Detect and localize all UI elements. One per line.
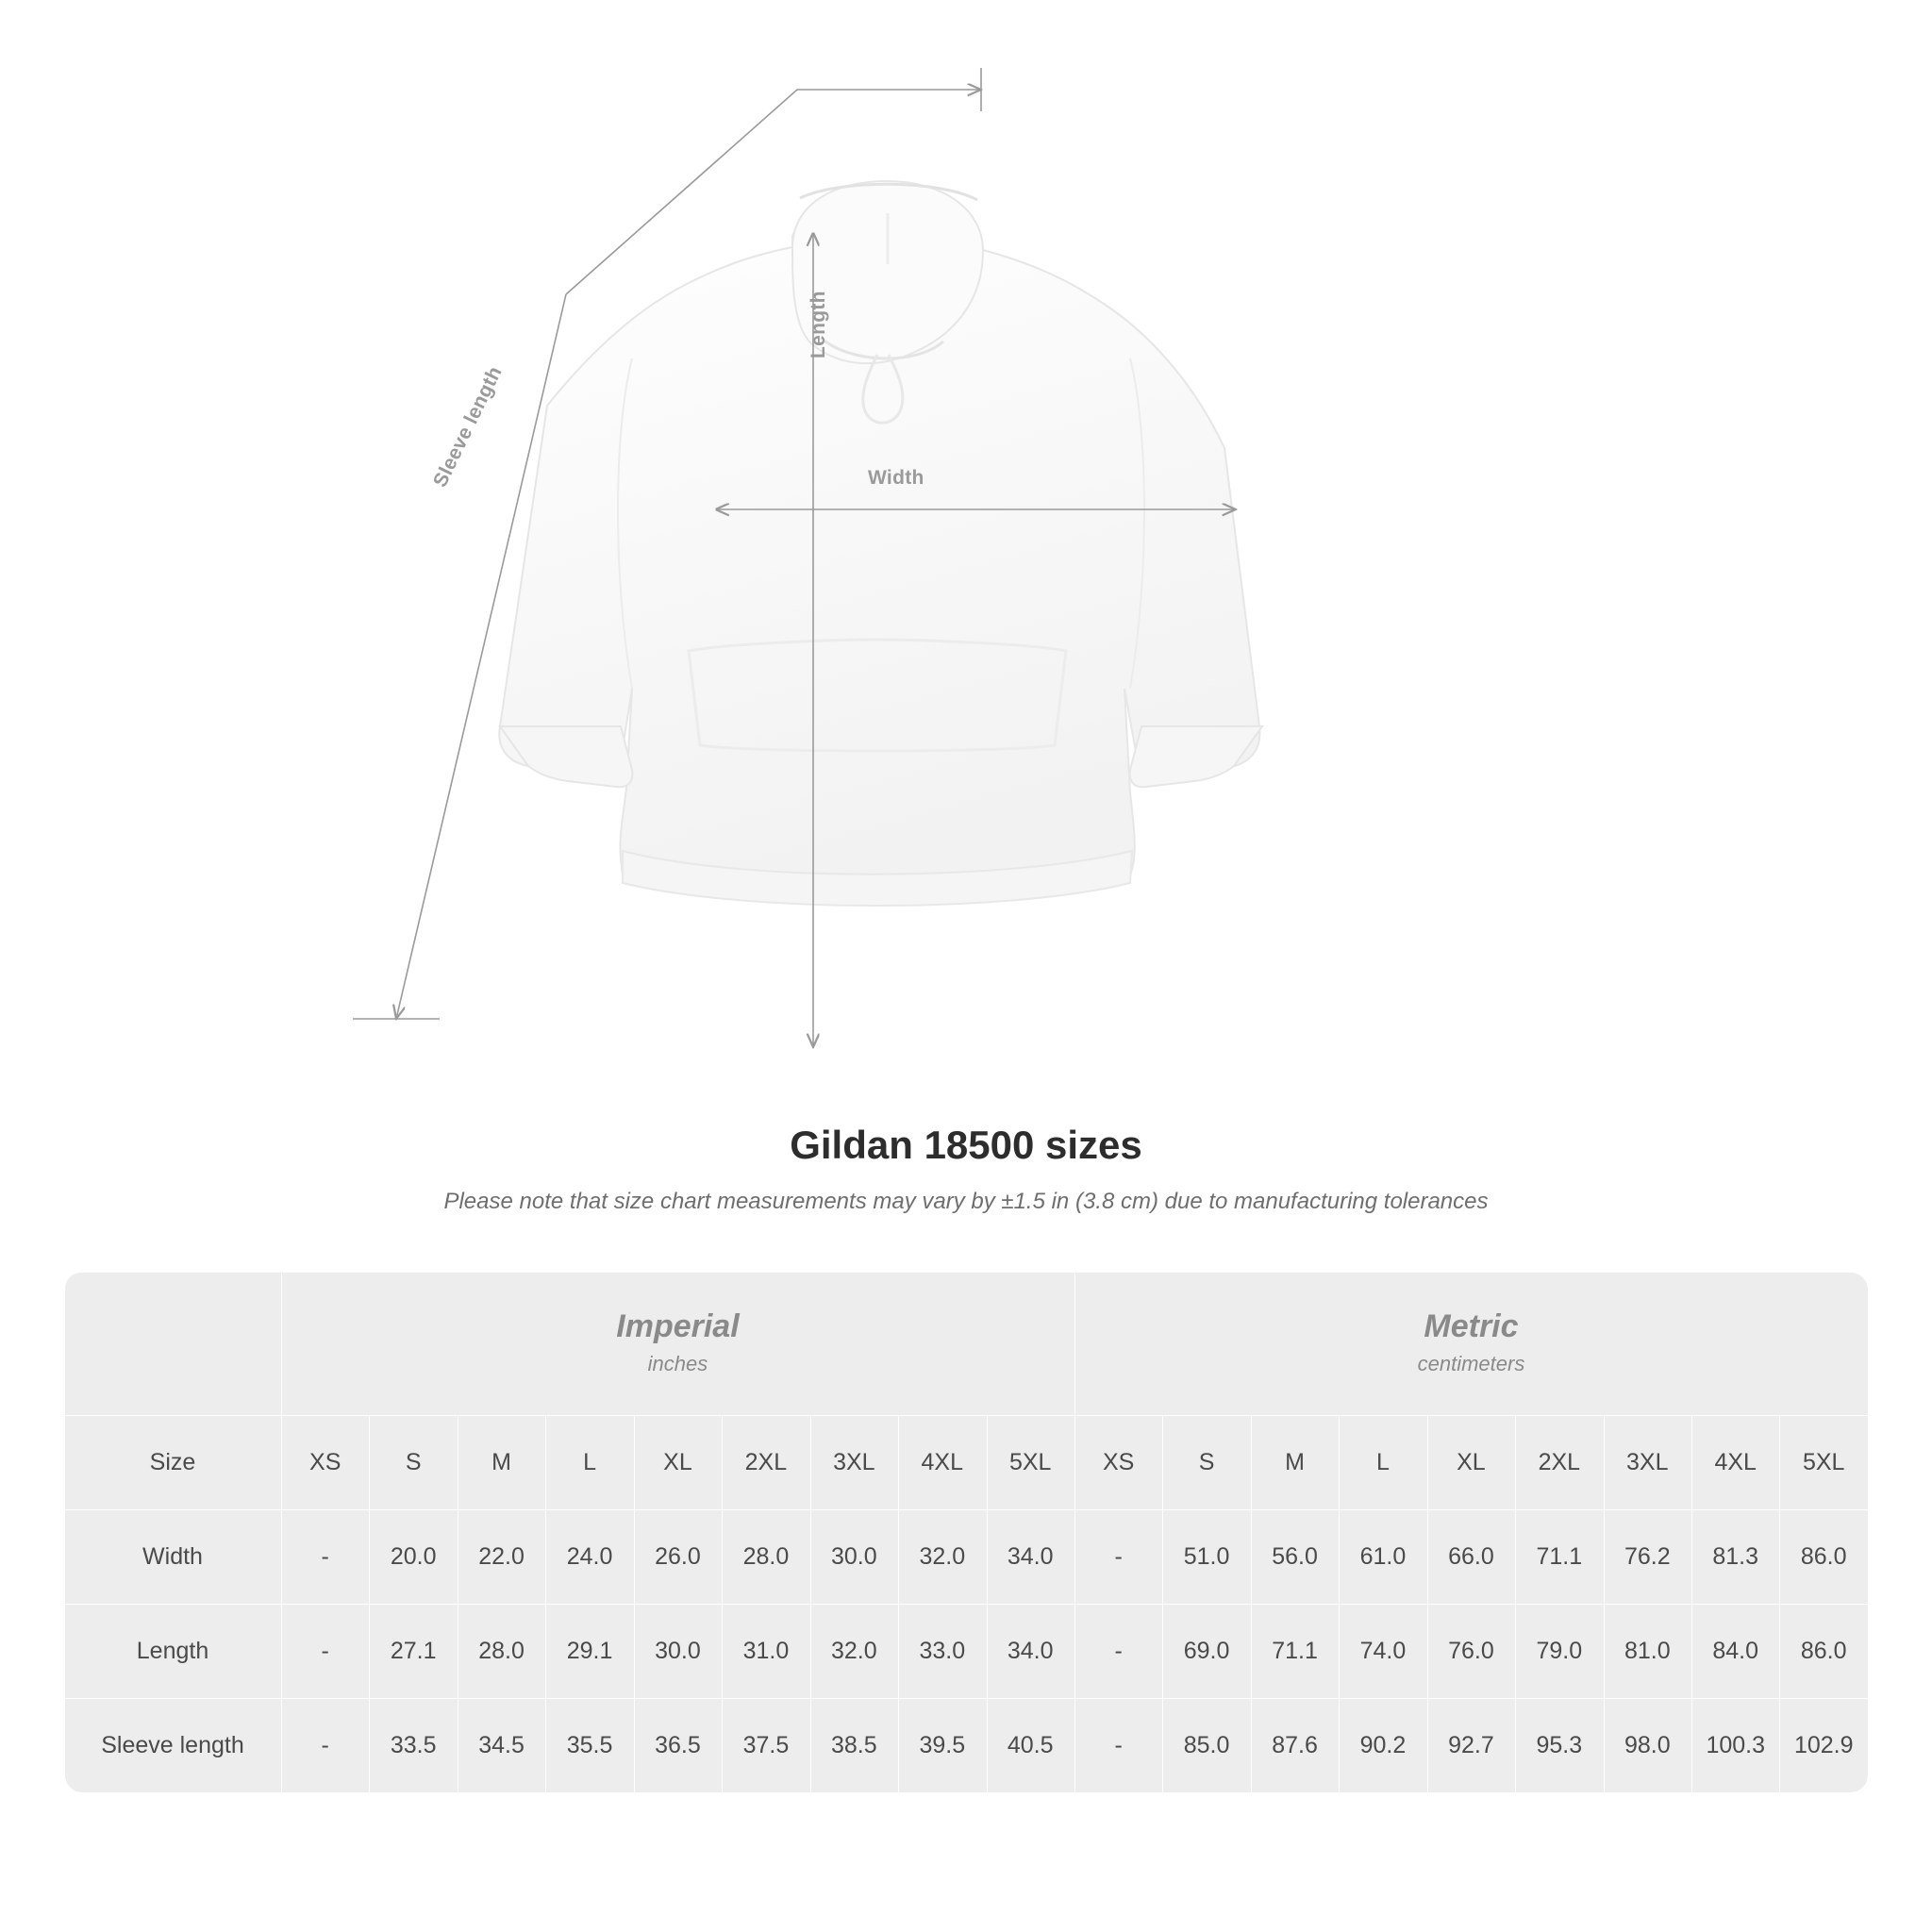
imperial-group-header <box>281 1272 1074 1415</box>
cell-width-metric-s: 51.0 <box>1162 1509 1250 1604</box>
length-label: Length <box>808 291 829 358</box>
col-header-metric-xl: XL <box>1427 1415 1515 1509</box>
col-header-imperial-xl: XL <box>634 1415 722 1509</box>
col-header-metric-3xl: 3XL <box>1604 1415 1691 1509</box>
col-header-imperial-xs: XS <box>281 1415 369 1509</box>
cell-length-metric-s: 69.0 <box>1162 1604 1250 1698</box>
cell-sleeve-imperial-s: 33.5 <box>369 1698 457 1792</box>
table-row <box>64 1604 1868 1698</box>
cell-width-imperial-4xl: 32.0 <box>898 1509 986 1604</box>
col-header-metric-xs: XS <box>1074 1415 1162 1509</box>
cell-width-metric-l: 61.0 <box>1339 1509 1426 1604</box>
unit-header-row <box>64 1272 1868 1415</box>
col-header-imperial-5xl: 5XL <box>987 1415 1074 1509</box>
cell-sleeve-metric-4xl: 100.3 <box>1691 1698 1779 1792</box>
cell-width-metric-xl: 66.0 <box>1427 1509 1515 1604</box>
cell-length-imperial-s: 27.1 <box>369 1604 457 1698</box>
col-header-imperial-3xl: 3XL <box>810 1415 898 1509</box>
cell-width-imperial-xl: 26.0 <box>634 1509 722 1604</box>
col-header-metric-m: M <box>1251 1415 1339 1509</box>
cell-length-metric-2xl: 79.0 <box>1515 1604 1603 1698</box>
cell-width-metric-m: 56.0 <box>1251 1509 1339 1604</box>
cell-sleeve-metric-5xl: 102.9 <box>1779 1698 1868 1792</box>
cell-length-metric-l: 74.0 <box>1339 1604 1426 1698</box>
cell-width-imperial-s: 20.0 <box>369 1509 457 1604</box>
col-header-imperial-l: L <box>545 1415 633 1509</box>
cell-sleeve-imperial-xs: - <box>281 1698 369 1792</box>
cell-sleeve-metric-l: 90.2 <box>1339 1698 1426 1792</box>
cell-length-imperial-4xl: 33.0 <box>898 1604 986 1698</box>
cell-length-metric-xs: - <box>1074 1604 1162 1698</box>
cell-sleeve-imperial-xl: 36.5 <box>634 1698 722 1792</box>
width-label: Width <box>868 467 924 489</box>
metric-group-header <box>1074 1272 1868 1415</box>
table-row <box>64 1509 1868 1604</box>
cell-width-imperial-2xl: 28.0 <box>722 1509 809 1604</box>
cell-sleeve-imperial-l: 35.5 <box>545 1698 633 1792</box>
cell-width-imperial-m: 22.0 <box>458 1509 545 1604</box>
cell-sleeve-metric-xl: 92.7 <box>1427 1698 1515 1792</box>
cell-width-metric-xs: - <box>1074 1509 1162 1604</box>
cell-width-metric-4xl: 81.3 <box>1691 1509 1779 1604</box>
cell-length-metric-5xl: 86.0 <box>1779 1604 1868 1698</box>
cell-length-imperial-3xl: 32.0 <box>810 1604 898 1698</box>
cell-length-imperial-xl: 30.0 <box>634 1604 722 1698</box>
cell-length-metric-3xl: 81.0 <box>1604 1604 1691 1698</box>
cell-length-imperial-xs: - <box>281 1604 369 1698</box>
size-table-container <box>64 1272 1868 1792</box>
cell-width-metric-5xl: 86.0 <box>1779 1509 1868 1604</box>
col-header-metric-2xl: 2XL <box>1515 1415 1603 1509</box>
size-header-cell: Size <box>64 1415 281 1509</box>
cell-sleeve-imperial-5xl: 40.5 <box>987 1698 1074 1792</box>
table-row <box>64 1698 1868 1792</box>
cell-width-imperial-5xl: 34.0 <box>987 1509 1074 1604</box>
imperial-title: Imperial <box>616 1308 740 1345</box>
cell-length-metric-4xl: 84.0 <box>1691 1604 1779 1698</box>
cell-sleeve-imperial-4xl: 39.5 <box>898 1698 986 1792</box>
size-table <box>64 1272 1868 1792</box>
row-header-length: Length <box>64 1604 281 1698</box>
col-header-imperial-4xl: 4XL <box>898 1415 986 1509</box>
metric-unit: centimeters <box>1417 1351 1525 1375</box>
cell-width-imperial-3xl: 30.0 <box>810 1509 898 1604</box>
cell-width-imperial-xs: - <box>281 1509 369 1604</box>
cell-sleeve-imperial-2xl: 37.5 <box>722 1698 809 1792</box>
cell-sleeve-metric-2xl: 95.3 <box>1515 1698 1603 1792</box>
col-header-imperial-s: S <box>369 1415 457 1509</box>
cell-length-imperial-2xl: 31.0 <box>722 1604 809 1698</box>
sleeve-length-label: Sleeve length <box>429 362 507 491</box>
col-header-metric-5xl: 5XL <box>1779 1415 1868 1509</box>
col-header-metric-4xl: 4XL <box>1691 1415 1779 1509</box>
row-header-sleeve-length: Sleeve length <box>64 1698 281 1792</box>
cell-length-metric-m: 71.1 <box>1251 1604 1339 1698</box>
cell-width-metric-2xl: 71.1 <box>1515 1509 1603 1604</box>
cell-sleeve-metric-m: 87.6 <box>1251 1698 1339 1792</box>
cell-length-imperial-5xl: 34.0 <box>987 1604 1074 1698</box>
metric-title: Metric <box>1424 1308 1519 1345</box>
cell-length-metric-xl: 76.0 <box>1427 1604 1515 1698</box>
size-header-row <box>64 1415 1868 1509</box>
cell-sleeve-imperial-m: 34.5 <box>458 1698 545 1792</box>
cell-sleeve-imperial-3xl: 38.5 <box>810 1698 898 1792</box>
col-header-imperial-2xl: 2XL <box>722 1415 809 1509</box>
cell-width-metric-3xl: 76.2 <box>1604 1509 1691 1604</box>
row-header-width: Width <box>64 1509 281 1604</box>
cell-length-imperial-m: 28.0 <box>458 1604 545 1698</box>
cell-sleeve-metric-3xl: 98.0 <box>1604 1698 1691 1792</box>
cell-length-imperial-l: 29.1 <box>545 1604 633 1698</box>
cell-sleeve-metric-s: 85.0 <box>1162 1698 1250 1792</box>
unit-corner-cell <box>64 1272 281 1415</box>
col-header-metric-s: S <box>1162 1415 1250 1509</box>
col-header-metric-l: L <box>1339 1415 1426 1509</box>
col-header-imperial-m: M <box>458 1415 545 1509</box>
cell-width-imperial-l: 24.0 <box>545 1509 633 1604</box>
page-title: Gildan 18500 sizes <box>790 1123 1142 1167</box>
imperial-unit: inches <box>647 1351 708 1375</box>
page-subtitle: Please note that size chart measurements may vary by ±1.5 in (3.8 cm) due to manufacturing tolerances <box>443 1189 1489 1214</box>
cell-sleeve-metric-xs: - <box>1074 1698 1162 1792</box>
